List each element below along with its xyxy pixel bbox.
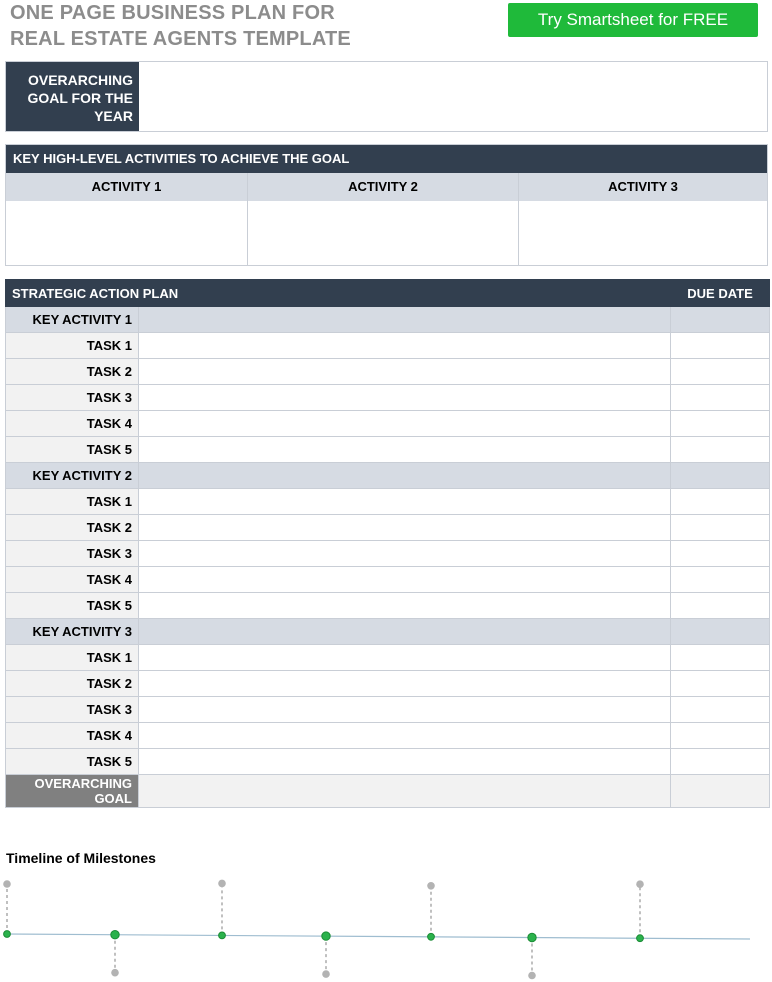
task-row	[6, 333, 770, 359]
task-row	[6, 411, 770, 437]
overarching-goal-footer-due-date[interactable]	[671, 775, 770, 808]
task-row	[6, 645, 770, 671]
overarching-goal-label	[6, 62, 139, 131]
task-label: TASK 5	[6, 437, 139, 463]
milestone-marker[interactable]	[637, 935, 644, 942]
task-due-date[interactable]	[671, 645, 770, 671]
footer-label-line-1: OVERARCHING	[34, 776, 132, 791]
task-due-date[interactable]	[671, 515, 770, 541]
key-activity-due-date[interactable]	[671, 619, 770, 645]
task-label: TASK 5	[6, 593, 139, 619]
task-label: TASK 4	[6, 723, 139, 749]
task-label: TASK 2	[6, 515, 139, 541]
task-row	[6, 593, 770, 619]
milestone-label-dot	[3, 880, 11, 888]
task-field[interactable]	[139, 697, 671, 723]
task-due-date[interactable]	[671, 749, 770, 775]
milestone-label-dot	[322, 970, 330, 978]
task-field[interactable]	[139, 723, 671, 749]
task-row	[6, 359, 770, 385]
milestone-label-dot	[427, 882, 435, 890]
activity-3-field[interactable]	[519, 201, 767, 265]
key-activity-label: KEY ACTIVITY 1	[6, 307, 139, 333]
milestone-label-dot	[111, 969, 119, 977]
try-smartsheet-button[interactable]: Try Smartsheet for FREE	[508, 3, 758, 37]
overarching-goal-footer-field[interactable]	[139, 775, 671, 808]
task-row	[6, 567, 770, 593]
task-row	[6, 515, 770, 541]
activity-2-header: ACTIVITY 2	[248, 173, 519, 201]
timeline-title: Timeline of Milestones	[6, 850, 156, 866]
activity-column-headers	[6, 173, 767, 201]
task-field[interactable]	[139, 437, 671, 463]
task-due-date[interactable]	[671, 333, 770, 359]
milestone-timeline	[0, 870, 772, 982]
strategic-action-plan-heading: STRATEGIC ACTION PLAN	[6, 280, 671, 307]
task-row	[6, 749, 770, 775]
task-label: TASK 5	[6, 749, 139, 775]
overarching-goal-field[interactable]	[139, 62, 767, 131]
task-label: TASK 4	[6, 567, 139, 593]
task-field[interactable]	[139, 333, 671, 359]
task-field[interactable]	[139, 411, 671, 437]
plan-header-row	[6, 280, 770, 307]
activity-1-header: ACTIVITY 1	[6, 173, 248, 201]
page-title	[10, 0, 351, 52]
page-title-line-2: REAL ESTATE AGENTS TEMPLATE	[10, 28, 351, 50]
task-row	[6, 697, 770, 723]
task-due-date[interactable]	[671, 697, 770, 723]
task-row	[6, 671, 770, 697]
milestone-label-dot	[636, 880, 644, 888]
task-due-date[interactable]	[671, 671, 770, 697]
task-due-date[interactable]	[671, 593, 770, 619]
key-activities-table	[5, 144, 768, 266]
key-activity-field[interactable]	[139, 463, 671, 489]
overarching-goal-footer-label	[6, 775, 139, 808]
task-label: TASK 1	[6, 333, 139, 359]
key-activity-due-date[interactable]	[671, 463, 770, 489]
key-activity-field[interactable]	[139, 307, 671, 333]
task-field[interactable]	[139, 541, 671, 567]
activity-1-field[interactable]	[6, 201, 248, 265]
overarching-goal-section	[5, 61, 768, 132]
task-field[interactable]	[139, 359, 671, 385]
task-due-date[interactable]	[671, 541, 770, 567]
goal-label-line-2: GOAL FOR THE	[27, 90, 133, 106]
strategic-action-plan-table	[5, 279, 770, 808]
task-due-date[interactable]	[671, 385, 770, 411]
task-label: TASK 3	[6, 385, 139, 411]
task-label: TASK 2	[6, 359, 139, 385]
key-activities-heading: KEY HIGH-LEVEL ACTIVITIES TO ACHIEVE THE GOAL	[6, 145, 767, 173]
task-row	[6, 489, 770, 515]
task-row	[6, 437, 770, 463]
task-label: TASK 4	[6, 411, 139, 437]
activity-3-header: ACTIVITY 3	[608, 179, 678, 194]
task-label: TASK 2	[6, 671, 139, 697]
task-row	[6, 541, 770, 567]
task-label: TASK 3	[6, 541, 139, 567]
milestone-marker[interactable]	[322, 932, 330, 940]
task-due-date[interactable]	[671, 359, 770, 385]
milestone-marker[interactable]	[219, 932, 226, 939]
task-field[interactable]	[139, 749, 671, 775]
milestone-marker[interactable]	[428, 933, 435, 940]
task-field[interactable]	[139, 567, 671, 593]
task-due-date[interactable]	[671, 723, 770, 749]
key-activity-row	[6, 463, 770, 489]
task-due-date[interactable]	[671, 437, 770, 463]
task-row	[6, 385, 770, 411]
key-activity-label: KEY ACTIVITY 3	[6, 619, 139, 645]
task-field[interactable]	[139, 645, 671, 671]
task-row	[6, 723, 770, 749]
footer-label-line-2: GOAL	[94, 791, 132, 806]
task-field[interactable]	[139, 489, 671, 515]
key-activity-row	[6, 619, 770, 645]
task-due-date[interactable]	[671, 411, 770, 437]
task-label: TASK 3	[6, 697, 139, 723]
key-activity-field[interactable]	[139, 619, 671, 645]
task-label: TASK 1	[6, 645, 139, 671]
overarching-goal-row	[6, 775, 770, 808]
milestone-marker[interactable]	[4, 931, 11, 938]
milestone-marker[interactable]	[528, 933, 536, 941]
task-field[interactable]	[139, 671, 671, 697]
task-due-date[interactable]	[671, 489, 770, 515]
task-due-date[interactable]	[671, 567, 770, 593]
activity-2-field[interactable]	[248, 201, 519, 265]
activity-fields	[6, 201, 767, 265]
milestone-label-dot	[218, 880, 226, 888]
task-field[interactable]	[139, 593, 671, 619]
milestone-marker[interactable]	[111, 931, 119, 939]
goal-label-line-1: OVERARCHING	[27, 72, 133, 88]
task-field[interactable]	[139, 515, 671, 541]
milestone-label-dot	[528, 972, 536, 980]
key-activity-row	[6, 307, 770, 333]
page-title-line-1: ONE PAGE BUSINESS PLAN FOR	[10, 2, 335, 24]
goal-label-line-3: YEAR	[94, 108, 133, 124]
key-activity-due-date[interactable]	[671, 307, 770, 333]
task-field[interactable]	[139, 385, 671, 411]
due-date-heading: DUE DATE	[671, 280, 770, 307]
task-label: TASK 1	[6, 489, 139, 515]
key-activity-label: KEY ACTIVITY 2	[6, 463, 139, 489]
